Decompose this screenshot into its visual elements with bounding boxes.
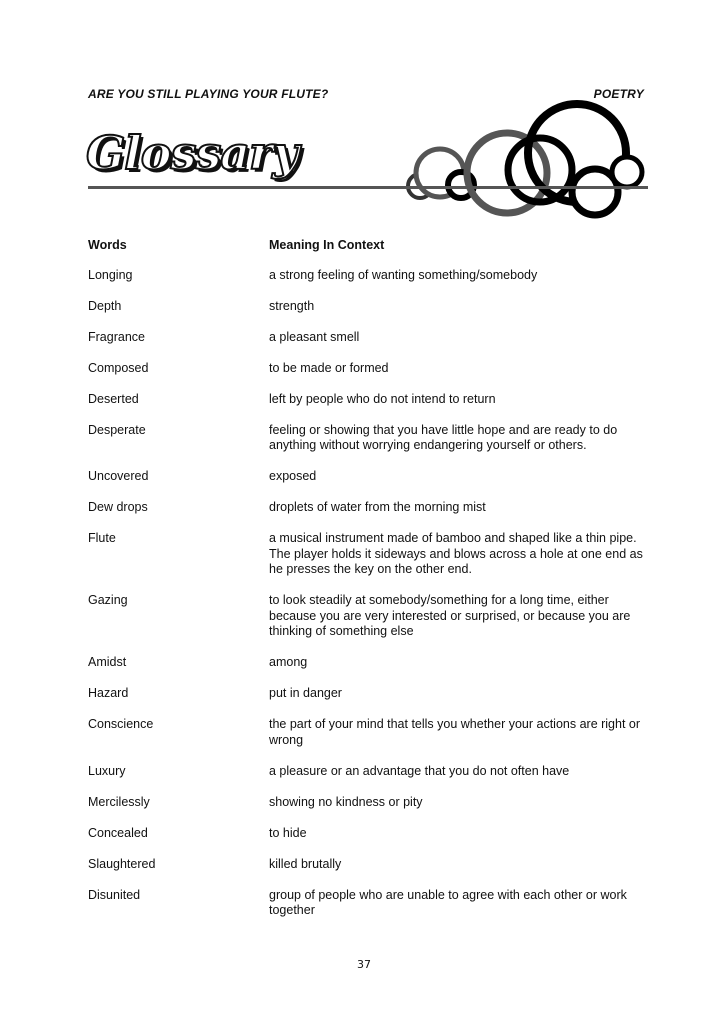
table-row bbox=[88, 888, 658, 935]
glossary-meaning: left by people who do not intend to return bbox=[269, 391, 496, 406]
glossary-word: Desperate bbox=[88, 422, 146, 437]
glossary-word: Deserted bbox=[88, 391, 139, 406]
table-row bbox=[88, 857, 658, 888]
glossary-meaning: droplets of water from the morning mist bbox=[269, 500, 486, 514]
glossary-word: Uncovered bbox=[88, 469, 149, 483]
glossary-meaning: to be made or formed bbox=[269, 360, 389, 375]
table-row bbox=[88, 593, 658, 655]
glossary-meaning: put in danger bbox=[269, 686, 342, 700]
glossary-word: Fragrance bbox=[88, 329, 145, 344]
glossary-meaning: feeling or showing that you have little hope and are ready to do anything without worrying endangering yourself or others. bbox=[269, 422, 618, 452]
table-row bbox=[88, 764, 658, 795]
header-chapter-title: ARE YOU STILL PLAYING YOUR FLUTE? bbox=[88, 87, 329, 101]
glossary-meaning: to look steadily at somebody/something for a long time, either because you are very interested or surprised, or because you are thinking of something else bbox=[269, 593, 631, 638]
section-title-block bbox=[86, 126, 299, 180]
title-underline-rule bbox=[88, 186, 648, 189]
table-row bbox=[88, 469, 658, 500]
section-title: Glossary bbox=[86, 126, 299, 180]
column-header-words: Words bbox=[88, 238, 127, 252]
glossary-word: Mercilessly bbox=[88, 794, 150, 809]
table-row bbox=[88, 361, 658, 392]
header-section-label: POETRY bbox=[593, 87, 644, 101]
glossary-meaning: group of people who are unable to agree with each other or work together bbox=[269, 887, 627, 917]
glossary-word: Concealed bbox=[88, 825, 148, 840]
glossary-meaning: showing no kindness or pity bbox=[269, 794, 423, 809]
glossary-word: Disunited bbox=[88, 887, 141, 902]
glossary-meaning: to hide bbox=[269, 825, 307, 840]
table-row bbox=[88, 531, 658, 593]
glossary-word: Composed bbox=[88, 360, 149, 375]
glossary-word: Flute bbox=[88, 531, 116, 545]
table-row bbox=[88, 717, 658, 764]
table-row bbox=[88, 330, 658, 361]
glossary-word: Amidst bbox=[88, 655, 127, 669]
table-row bbox=[88, 268, 658, 299]
glossary-meaning: a pleasant smell bbox=[269, 329, 360, 344]
glossary-meaning: a musical instrument made of bamboo and shaped like a thin pipe. The player holds it sideways and blows across a hole at one end as he presses the key on the other end. bbox=[269, 531, 643, 576]
column-header-meaning: Meaning In Context bbox=[269, 238, 385, 252]
glossary-word: Longing bbox=[88, 267, 133, 282]
table-row bbox=[88, 299, 658, 330]
glossary-word: Slaughtered bbox=[88, 856, 156, 871]
glossary-word: Luxury bbox=[88, 763, 126, 778]
glossary-meaning: a strong feeling of wanting something/somebody bbox=[269, 267, 538, 282]
ring-far-right bbox=[612, 157, 642, 187]
overlapping-circles-ornament-icon bbox=[0, 0, 728, 240]
glossary-meaning: strength bbox=[269, 298, 315, 313]
glossary-word: Depth bbox=[88, 298, 122, 313]
table-row bbox=[88, 686, 658, 717]
glossary-word: Dew drops bbox=[88, 500, 148, 514]
glossary-word: Gazing bbox=[88, 593, 128, 607]
table-row bbox=[88, 423, 658, 470]
glossary-meaning: killed brutally bbox=[269, 856, 342, 871]
glossary-rows bbox=[88, 268, 658, 935]
page-number: 37 bbox=[357, 958, 371, 971]
glossary-meaning: the part of your mind that tells you whether your actions are right or wrong bbox=[269, 717, 641, 747]
table-row bbox=[88, 826, 658, 857]
table-row bbox=[88, 392, 658, 423]
glossary-word: Hazard bbox=[88, 686, 129, 700]
glossary-meaning: among bbox=[269, 655, 308, 669]
glossary-meaning: exposed bbox=[269, 469, 317, 483]
table-row bbox=[88, 655, 658, 686]
glossary-word: Conscience bbox=[88, 717, 154, 731]
glossary-table bbox=[88, 238, 658, 934]
glossary-meaning: a pleasure or an advantage that you do not often have bbox=[269, 763, 570, 778]
table-row bbox=[88, 500, 658, 531]
table-row bbox=[88, 795, 658, 826]
table-header-row bbox=[88, 238, 658, 268]
